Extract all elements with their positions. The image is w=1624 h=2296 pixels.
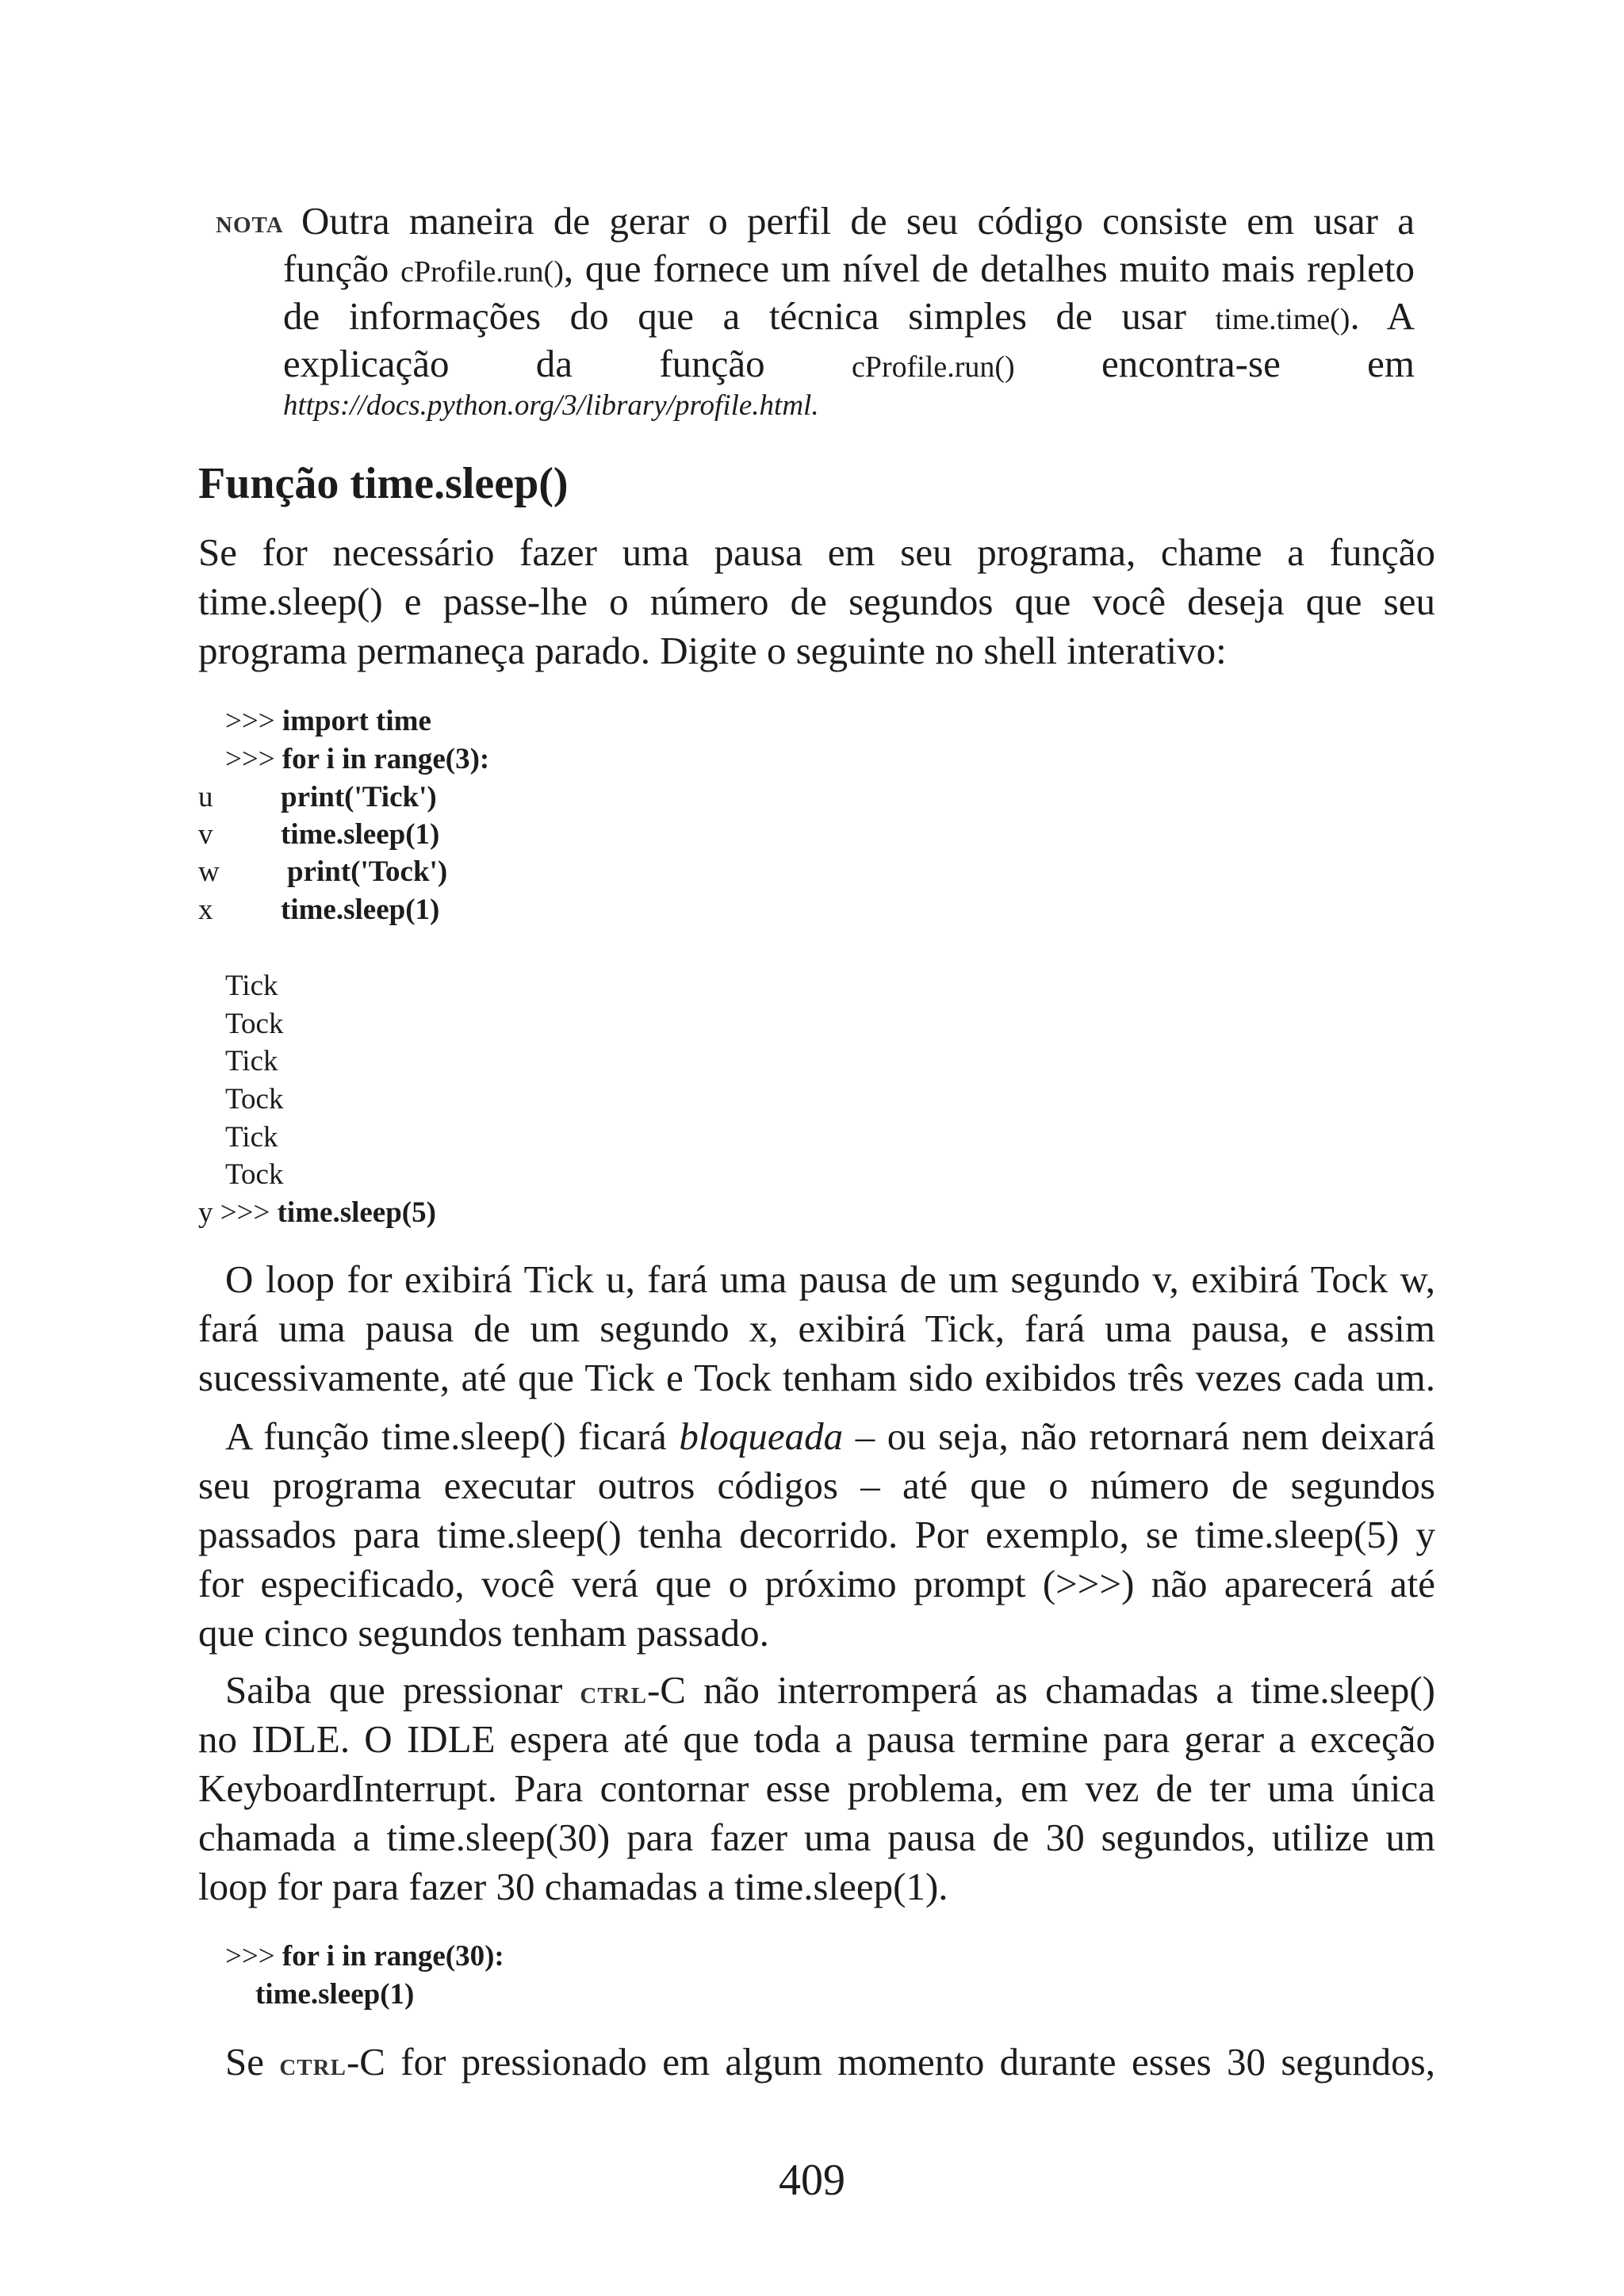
para2-line-2: fará uma pausa de um segundo x, exibirá Tick, fará uma pausa, e assim bbox=[198, 1307, 1435, 1350]
para4-line-1: Saiba que pressionar CTRL-C não interromperá as chamadas a time.sleep() bbox=[225, 1668, 1435, 1712]
para1-line-2: time.sleep() e passe-lhe o número de segundos que você deseja que seu bbox=[198, 580, 1435, 623]
note-line-1: Outra maneira de gerar o perfil de seu código consiste em usar a bbox=[301, 199, 1415, 243]
note-line-4: explicação da função cProfile.run() encontra-se em bbox=[283, 342, 1415, 385]
note-label: NOTA bbox=[216, 212, 284, 238]
note-line-3: de informações do que a técnica simples de usar time.time(). A bbox=[283, 294, 1415, 338]
para4-line-2: no IDLE. O IDLE espera até que toda a pausa termine para gerar a exceção bbox=[198, 1717, 1435, 1761]
output-line: Tock bbox=[225, 1008, 284, 1040]
code-line: time.sleep(1) bbox=[281, 818, 440, 851]
para4-line-3: KeyboardInterrupt. Para contornar esse problema, em vez de ter uma única bbox=[198, 1766, 1435, 1810]
output-line: Tick bbox=[225, 1045, 278, 1077]
code-line: >>> import time bbox=[225, 705, 431, 737]
code-line: time.sleep(1) bbox=[281, 894, 440, 926]
para3-line-5: que cinco segundos tenham passado. bbox=[198, 1611, 769, 1655]
output-line: Tick bbox=[225, 1121, 278, 1154]
section-heading: Função time.sleep() bbox=[198, 459, 569, 508]
para3-line-3: passados para time.sleep() tenha decorrido. Por exemplo, se time.sleep(5) y bbox=[198, 1513, 1435, 1556]
output-line: Tick bbox=[225, 970, 278, 1002]
para2-line-1: O loop for exibirá Tick u, fará uma pausa de um segundo v, exibirá Tock w, bbox=[225, 1257, 1435, 1301]
code-marker: x bbox=[198, 894, 213, 926]
code-line: >>> for i in range(30): bbox=[225, 1940, 504, 1973]
para1-line-3: programa permaneça parado. Digite o seguinte no shell interativo: bbox=[198, 629, 1227, 672]
code-line: print('Tick') bbox=[281, 781, 437, 813]
code-marker: v bbox=[198, 818, 213, 851]
code-marker: w bbox=[198, 855, 220, 888]
page-number: 409 bbox=[779, 2156, 845, 2205]
para5-line-1: Se CTRL-C for pressionado em algum momento durante esses 30 segundos, bbox=[225, 2040, 1435, 2084]
output-line: Tock bbox=[225, 1158, 284, 1191]
code-line: time.sleep(1) bbox=[255, 1978, 415, 2011]
para4-line-5: loop for para fazer 30 chamadas a time.sleep(1). bbox=[198, 1865, 948, 1908]
para2-line-3: sucessivamente, até que Tick e Tock tenham sido exibidos três vezes cada um. bbox=[198, 1356, 1435, 1399]
note-line-2: função cProfile.run(), que fornece um nível de detalhes muito mais repleto bbox=[283, 247, 1415, 290]
code-line: y >>> time.sleep(5) bbox=[198, 1196, 436, 1229]
code-line: print('Tock') bbox=[287, 855, 448, 888]
para1-line-1: Se for necessário fazer uma pausa em seu programa, chame a função bbox=[198, 530, 1435, 574]
para3-line-1: A função time.sleep() ficará bloqueada – ou seja, não retornará nem deixará bbox=[225, 1414, 1435, 1458]
output-line: Tock bbox=[225, 1083, 284, 1115]
code-marker: u bbox=[198, 781, 213, 813]
para4-line-4: chamada a time.sleep(30) para fazer uma pausa de 30 segundos, utilize um bbox=[198, 1816, 1435, 1859]
para3-line-4: for especificado, você verá que o próximo prompt (>>>) não aparecerá até bbox=[198, 1562, 1435, 1605]
code-line: >>> for i in range(3): bbox=[225, 743, 490, 775]
note-url: https://docs.python.org/3/library/profile.html. bbox=[283, 389, 819, 422]
para3-line-2: seu programa executar outros códigos – até que o número de segundos bbox=[198, 1464, 1435, 1507]
